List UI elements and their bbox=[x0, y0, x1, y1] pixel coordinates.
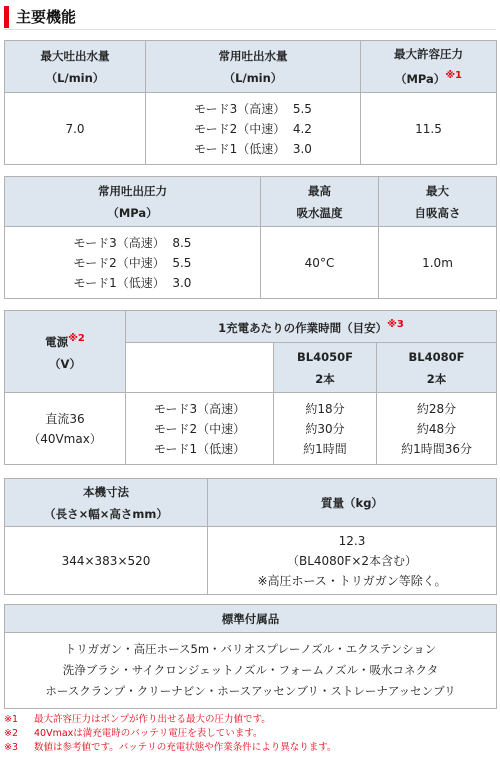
suction-height-header: 最大 自吸高さ bbox=[379, 177, 497, 227]
power-value: 直流36 （40Vmax） bbox=[5, 393, 126, 465]
battery-bl4080f-header: BL4080F 2本 bbox=[377, 343, 497, 393]
battery-bl4050f-header: BL4050F 2本 bbox=[274, 343, 377, 393]
rated-flow-header: 常用吐出水量 （L/min） bbox=[146, 41, 361, 93]
mode-row: モード1（低速） 3.0 bbox=[73, 275, 192, 290]
footnote: ※1 最大許容圧力はポンプが作り出せる最大の圧力値です。 bbox=[4, 714, 271, 725]
time-bl4050f: 約18分 約30分 約1時間 bbox=[274, 393, 377, 465]
mode-row: モード3（高速） 5.5 bbox=[194, 101, 312, 116]
section-header bbox=[4, 4, 496, 30]
max-temp-value: 40°C bbox=[261, 227, 379, 299]
section-accent-bar bbox=[4, 6, 9, 28]
mode-row: モード2（中速） 4.2 bbox=[194, 121, 312, 136]
section-title: 主要機能 bbox=[16, 8, 77, 26]
dimension-mass-table bbox=[4, 478, 497, 595]
accessories-header: 標準付属品 bbox=[5, 605, 497, 633]
mode-row: モード2（中速） bbox=[153, 421, 246, 436]
work-time-table bbox=[4, 310, 497, 465]
work-time-header: 1充電あたりの作業時間（目安）※3 bbox=[126, 311, 497, 343]
pressure-spec-table bbox=[4, 176, 497, 299]
accessories-table bbox=[4, 604, 497, 709]
max-flow-header: 最大吐出水量 （L/min） bbox=[5, 41, 146, 93]
mode-row: モード2（中速） 5.5 bbox=[73, 255, 192, 270]
footnote-mark-2: ※2 bbox=[68, 333, 85, 344]
max-flow-value: 7.0 bbox=[5, 93, 146, 165]
mode-row: モード3（高速） 8.5 bbox=[73, 235, 192, 250]
accessories-list: トリガガン・高圧ホース5m・バリオスプレーノズル・エクステンション 洗浄ブラシ・サイクロンジェットノズル・フォームノズル・吸水コネクタ ホースクランプ・クリーナビン・ホースアッセンブリ・ストレーナアッセンブリ bbox=[5, 633, 497, 709]
max-pressure-value: 11.5 bbox=[361, 93, 497, 165]
rated-pressure-header: 常用吐出圧力 （MPa） bbox=[5, 177, 261, 227]
footnote: ※2 40Vmaxは満充電時のバッテリ電圧を表しています。 bbox=[4, 728, 263, 739]
mode-row: モード1（低速） 3.0 bbox=[194, 141, 312, 156]
mass-value: 12.3 （BL4080F×2本含む） ※高圧ホース・トリガガン等除く。 bbox=[208, 527, 497, 595]
mode-header-blank bbox=[126, 343, 274, 393]
max-pressure-header: 最大許容圧力 （MPa）※1 bbox=[361, 41, 497, 93]
rated-pressure-values bbox=[5, 227, 261, 299]
time-bl4080f: 約28分 約48分 約1時間36分 bbox=[377, 393, 497, 465]
mode-list bbox=[126, 393, 274, 465]
suction-height-value: 1.0m bbox=[379, 227, 497, 299]
max-temp-header: 最高 吸水温度 bbox=[261, 177, 379, 227]
footnote-mark-3: ※3 bbox=[387, 319, 404, 330]
mode-row: モード3（高速） bbox=[153, 401, 246, 416]
footnote-mark-1: ※1 bbox=[445, 70, 462, 81]
footnotes bbox=[4, 713, 496, 755]
rated-flow-values bbox=[146, 93, 361, 165]
dimension-header: 本機寸法 （長さ×幅×高さmm） bbox=[5, 479, 208, 527]
mode-row: モード1（低速） bbox=[153, 441, 246, 456]
power-header: 電源※2 （V） bbox=[5, 311, 126, 393]
footnote: ※3 数値は参考値です。バッテリの充電状態や作業条件により異なります。 bbox=[4, 742, 337, 753]
mass-header: 質量（kg） bbox=[208, 479, 497, 527]
dimension-value: 344×383×520 bbox=[5, 527, 208, 595]
flow-spec-table bbox=[4, 40, 497, 165]
